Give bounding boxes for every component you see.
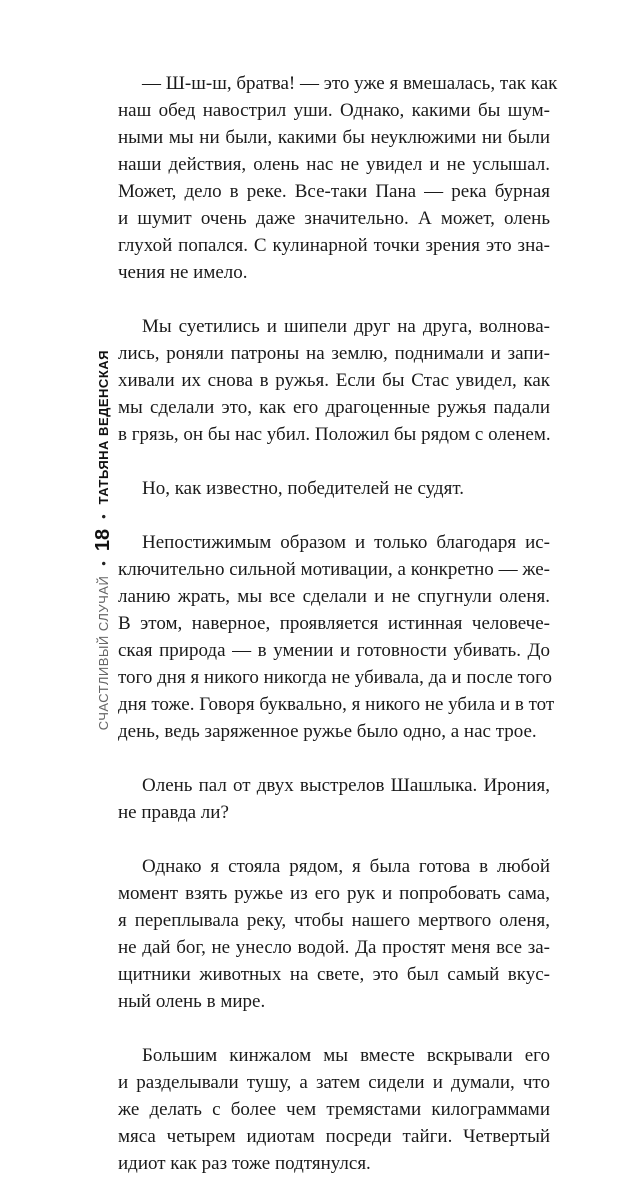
book-title: СЧАСТЛИВЫЙ СЛУЧАЙ [95,575,111,731]
text-line: момент взять ружье из его рук и попробовать сама, [118,883,550,904]
text-line: лись, роняли патроны на землю, поднимали и запи- [118,343,550,364]
paragraph [118,475,550,502]
text-line: в грязь, он бы нас убил. Положил бы рядом с оленем. [118,424,551,445]
paragraph [118,529,555,745]
text-line: Мы суетились и шипели друг на друга, волнова- [142,316,550,337]
text-line: того дня я никого никогда не убивала, да и после того [118,667,552,688]
text-line: ланию жрать, мы все сделали и не спугнули оленя. [118,586,550,607]
text-line: я переплывала реку, чтобы нашего мертвого оленя, [118,910,550,931]
text-line: чения не имело. [118,262,248,283]
text-line: хивали их снова в ружья. Если бы Стас увидел, как [118,370,550,391]
author-name: ТАТЬЯНА ВЕДЕНСКАЯ [95,350,111,505]
text-line: В этом, наверное, проявляется истинная человече- [118,613,550,634]
text-line: глухой попался. С кулинарной точки зрения это зна- [118,235,550,256]
text-line: и разделывали тушу, а затем сидели и думали, что [118,1072,550,1093]
text-line: Олень пал от двух выстрелов Шашлыка. Ирония, [142,775,550,796]
text-line: — Ш-ш-ш, братва! — это уже я вмешалась, так как [142,73,558,94]
paragraph [118,1042,550,1177]
text-line: дня тоже. Говоря буквально, я никого не убила и в тот [118,694,555,715]
page-number: 18 [91,528,114,552]
text-line: день, ведь заряженное ружье было одно, а нас трое. [118,721,537,742]
paragraph [118,772,550,826]
running-head [91,350,115,731]
text-line: щитники животных на свете, это был самый вкус- [118,964,550,985]
text-line: Однако я стояла рядом, я была готова в любой [142,856,550,877]
text-line: ный олень в мире. [118,991,266,1012]
text-line: Большим кинжалом мы вместе вскрывали его [142,1045,550,1066]
paragraph [118,853,550,1015]
text-line: Непостижимым образом и только благодаря ис- [142,532,550,553]
body-text [118,70,558,1204]
text-line: ключительно сильной мотивации, а конкретно — же- [118,559,550,580]
text-line: Может, дело в реке. Все-таки Пана — река бурная [118,181,550,202]
text-line: и шумит очень даже значительно. А может, олень [118,208,550,229]
text-line: наш обед навострил уши. Однако, какими бы шум- [118,100,550,121]
text-line: не дай бог, не унесло водой. Да простят меня все за- [118,937,550,958]
paragraph [118,70,558,286]
text-line: ными мы ни были, какими бы неуклюжими ни были [118,127,550,148]
text-line: идиот как раз тоже подтянулся. [118,1153,371,1174]
separator-dot: • [95,561,111,566]
text-line: же делать с более чем тремястами килограммами [118,1099,550,1120]
text-line: Но, как известно, победителей не судят. [142,478,464,499]
paragraph [118,313,550,448]
text-line: мяса четырем идиотам посреди тайги. Четвертый [118,1126,550,1147]
text-line: мы сделали это, как его драгоценные ружья падали [118,397,550,418]
text-line: ская природа — в умении и готовности убивать. До [118,640,550,661]
text-line: не правда ли? [118,802,229,823]
text-line: наши действия, олень нас не увидел и не услышал. [118,154,550,175]
separator-dot: • [95,514,111,519]
